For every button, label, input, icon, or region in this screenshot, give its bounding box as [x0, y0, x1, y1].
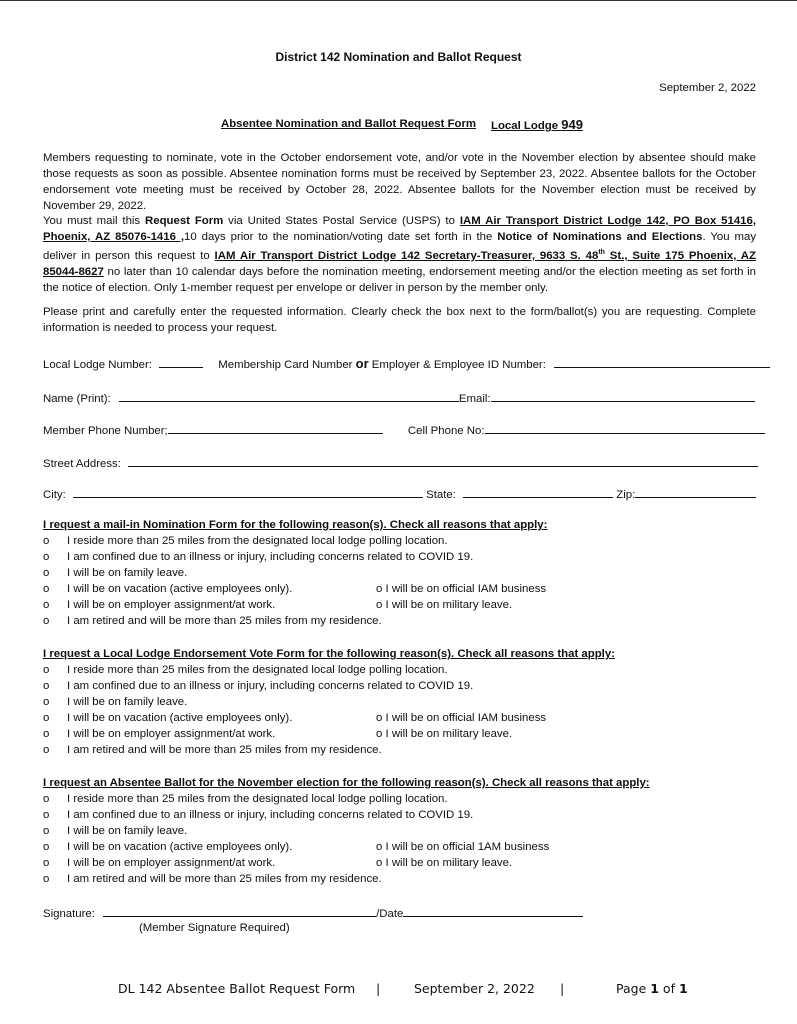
email-field[interactable] — [491, 390, 755, 402]
option-label: I will be on vacation (active employees only). — [67, 841, 293, 853]
checkbox-bullet[interactable]: o — [43, 535, 50, 547]
heading-text: I request a mail-in Nomination Form for the following reason(s). Check all reasons that apply — [43, 519, 544, 531]
city-state-zip-row — [43, 486, 756, 502]
state-label: State: — [426, 489, 456, 501]
checkbox-bullet[interactable]: o — [43, 567, 50, 579]
local-lodge-number-field[interactable] — [159, 356, 203, 368]
footer-date: September 2, 2022 — [414, 981, 535, 996]
checkbox-bullet[interactable]: o — [43, 551, 50, 563]
text-run: via United States Postal Service (USPS) to — [223, 215, 460, 227]
colon: : — [611, 648, 615, 660]
option-label: I will be on employer assignment/at work. — [67, 857, 276, 869]
checkbox-bullet[interactable]: o — [43, 793, 50, 805]
local-lodge-heading — [491, 117, 583, 132]
text-run: IAM Air Transport District Lodge 142 Secretary-Treasurer, 9633 S. 48 — [214, 249, 599, 262]
nomination-option-right[interactable]: o I will be on military leave. — [376, 599, 513, 611]
endorsement-option[interactable] — [43, 712, 292, 724]
absentee-option-right[interactable]: o I will be on official 1AM business — [376, 841, 550, 853]
mailing-instructions-paragraph — [43, 213, 756, 296]
footer-separator: | — [376, 981, 381, 996]
local-lodge-number-label: Local Lodge Number: — [43, 359, 152, 371]
checkbox-bullet[interactable]: o — [43, 664, 50, 676]
option-label: I am confined due to an illness or injury, including concerns related to COVID 19. — [67, 809, 474, 821]
signature-field[interactable] — [103, 905, 376, 917]
instructions-paragraph: Please print and carefully enter the requested information. Clearly check the box next to the form/ballot(s) you are requesting. Complete information is needed to process your request. — [43, 306, 756, 334]
text-run: . You may deliver in person this request to — [43, 231, 757, 262]
option-label: I am confined due to an illness or injury, including concerns related to COVID 19. — [67, 551, 474, 563]
endorsement-option[interactable] — [43, 696, 187, 708]
absentee-option[interactable] — [43, 825, 187, 837]
text-run: of — [658, 981, 679, 996]
option-label: I am retired and will be more than 25 miles from my residence. — [67, 615, 382, 627]
absentee-option[interactable] — [43, 841, 292, 853]
checkbox-bullet[interactable]: o — [43, 728, 50, 740]
option-label: I will be on family leave. — [67, 567, 188, 579]
nomination-section-heading — [43, 519, 547, 531]
name-email-row — [43, 390, 756, 406]
membership-label — [218, 356, 546, 371]
absentee-option[interactable] — [43, 793, 448, 805]
endorsement-option[interactable] — [43, 744, 382, 756]
absentee-option[interactable] — [43, 857, 275, 869]
endorsement-option[interactable] — [43, 728, 275, 740]
superscript: th — [598, 249, 605, 256]
nomination-option[interactable] — [43, 583, 292, 595]
cell-phone-field[interactable] — [485, 422, 765, 434]
email-label: Email: — [458, 393, 491, 405]
checkbox-bullet[interactable]: o — [43, 712, 50, 724]
nomination-option[interactable] — [43, 567, 187, 579]
date-label: /Date — [376, 908, 404, 920]
checkbox-bullet[interactable]: o — [43, 615, 50, 627]
footer-page-number — [616, 981, 688, 996]
checkbox-bullet[interactable]: o — [43, 599, 50, 611]
checkbox-bullet[interactable]: o — [43, 825, 50, 837]
option-label: I am retired and will be more than 25 miles from my residence. — [67, 744, 382, 756]
signature-label: Signature: — [43, 908, 95, 920]
endorsement-option-right[interactable]: o I will be on military leave. — [376, 728, 513, 740]
street-address-field[interactable] — [128, 455, 758, 467]
street-row — [43, 455, 756, 471]
absentee-ballot-section-heading — [43, 777, 650, 789]
checkbox-bullet[interactable]: o — [43, 873, 50, 885]
lodge-membership-row — [43, 356, 756, 372]
text-run: no later than 10 calendar days before the nomination meeting, endorsement meeting and/or the election meeting as set forth in the notice of election. Only 1-member request per envelope or deliver in person by the member only. — [43, 265, 756, 294]
or-emphasis: or — [355, 356, 369, 371]
option-label: I will be on employer assignment/at work. — [67, 728, 276, 740]
zip-label: Zip: — [616, 489, 636, 501]
mailing-address: IAM Air Transport District Lodge 142, PO Box 51416, Phoenix, AZ 85076-1416 , — [43, 215, 756, 243]
cell-phone-label: Cell Phone No: — [407, 425, 485, 437]
heading-text: I request a Local Lodge Endorsement Vote Form for the following reason(s). Check all reasons that apply — [43, 648, 612, 660]
phone-row — [43, 422, 756, 438]
absentee-option[interactable] — [43, 873, 382, 885]
checkbox-bullet[interactable]: o — [43, 857, 50, 869]
date-field[interactable] — [403, 905, 583, 917]
document-title: District 142 Nomination and Ballot Request — [275, 50, 522, 64]
option-label: I will be on vacation (active employees only). — [67, 583, 293, 595]
checkbox-bullet[interactable]: o — [43, 841, 50, 853]
option-label: I reside more than 25 miles from the designated local lodge polling location. — [67, 535, 448, 547]
option-label: I will be on family leave. — [67, 696, 188, 708]
absentee-option[interactable] — [43, 809, 473, 821]
checkbox-bullet[interactable]: o — [43, 696, 50, 708]
state-field[interactable] — [463, 486, 613, 498]
nomination-option[interactable] — [43, 535, 448, 547]
zip-field[interactable] — [635, 486, 756, 498]
request-form-emphasis: Request Form — [145, 215, 224, 227]
city-field[interactable] — [73, 486, 423, 498]
intro-paragraph: Members requesting to nominate, vote in the October endorsement vote, and/or vote in the November election by absentee should make those requests as soon as possible. Absentee nomination forms must be received by September 23, 2022. Absentee ballots for the October endorsement vote meeting must be received by October 28, 2022. Absentee ballots for the November election must be received by November 29, 2022. — [43, 152, 756, 212]
checkbox-bullet[interactable]: o — [43, 680, 50, 692]
member-phone-field[interactable] — [168, 422, 383, 434]
text-run: St., Suite 175 Phoenix, AZ 85044-8627 — [43, 249, 756, 278]
option-label: I will be on family leave. — [67, 825, 188, 837]
absentee-option-right[interactable]: o I will be on military leave. — [376, 857, 513, 869]
text-run: Page — [616, 981, 651, 996]
checkbox-bullet[interactable]: o — [43, 744, 50, 756]
nomination-option[interactable] — [43, 615, 382, 627]
checkbox-bullet[interactable]: o — [43, 583, 50, 595]
top-border — [0, 0, 797, 1]
street-address-label: Street Address: — [43, 458, 121, 470]
document-date: September 2, 2022 — [659, 82, 756, 94]
nomination-option[interactable] — [43, 551, 473, 563]
current-page: 1 — [650, 981, 659, 996]
endorsement-option[interactable] — [43, 680, 473, 692]
checkbox-bullet[interactable]: o — [43, 809, 50, 821]
footer-separator: | — [560, 981, 565, 996]
name-field[interactable] — [119, 390, 459, 402]
endorsement-option[interactable] — [43, 664, 448, 676]
membership-id-field[interactable] — [554, 356, 770, 368]
option-label: I will be on vacation (active employees only). — [67, 712, 293, 724]
text-run: You must mail this — [43, 215, 146, 227]
endorsement-option-right[interactable]: o I will be on official IAM business — [376, 712, 547, 724]
city-label: City: — [43, 489, 66, 501]
heading-text: I request an Absentee Ballot for the November election for the following reason(s). Check all reasons that apply — [43, 777, 646, 789]
local-lodge-label: Local Lodge — [491, 120, 559, 132]
option-label: I reside more than 25 miles from the designated local lodge polling location. — [67, 664, 448, 676]
nomination-option-right[interactable]: o I will be on official IAM business — [376, 583, 547, 595]
local-lodge-number: 949 — [561, 117, 583, 132]
endorsement-section-heading — [43, 648, 615, 660]
member-phone-label: Member Phone Number; — [43, 425, 168, 437]
option-label: I am retired and will be more than 25 miles from my residence. — [67, 873, 382, 885]
footer-form-name: DL 142 Absentee Ballot Request Form — [118, 981, 356, 996]
colon: : — [645, 777, 650, 789]
signature-note: (Member Signature Required) — [139, 922, 290, 934]
text-run: Employer & Employee ID Number: — [368, 359, 546, 371]
signature-row — [43, 905, 756, 921]
name-label: Name (Print): — [43, 393, 111, 405]
nomination-option[interactable] — [43, 599, 275, 611]
total-pages: 1 — [678, 981, 688, 996]
option-label: I am confined due to an illness or injury, including concerns related to COVID 19. — [67, 680, 474, 692]
notice-emphasis: Notice of Nominations and Elections — [497, 231, 703, 243]
form-title: Absentee Nomination and Ballot Request Form — [221, 118, 477, 130]
colon: : — [543, 519, 548, 531]
text-run: 10 days prior to the nomination/voting date set forth in the — [184, 231, 498, 243]
option-label: I reside more than 25 miles from the designated local lodge polling location. — [67, 793, 448, 805]
text-run: Membership Card Number — [218, 359, 356, 371]
option-label: I will be on employer assignment/at work. — [67, 599, 276, 611]
